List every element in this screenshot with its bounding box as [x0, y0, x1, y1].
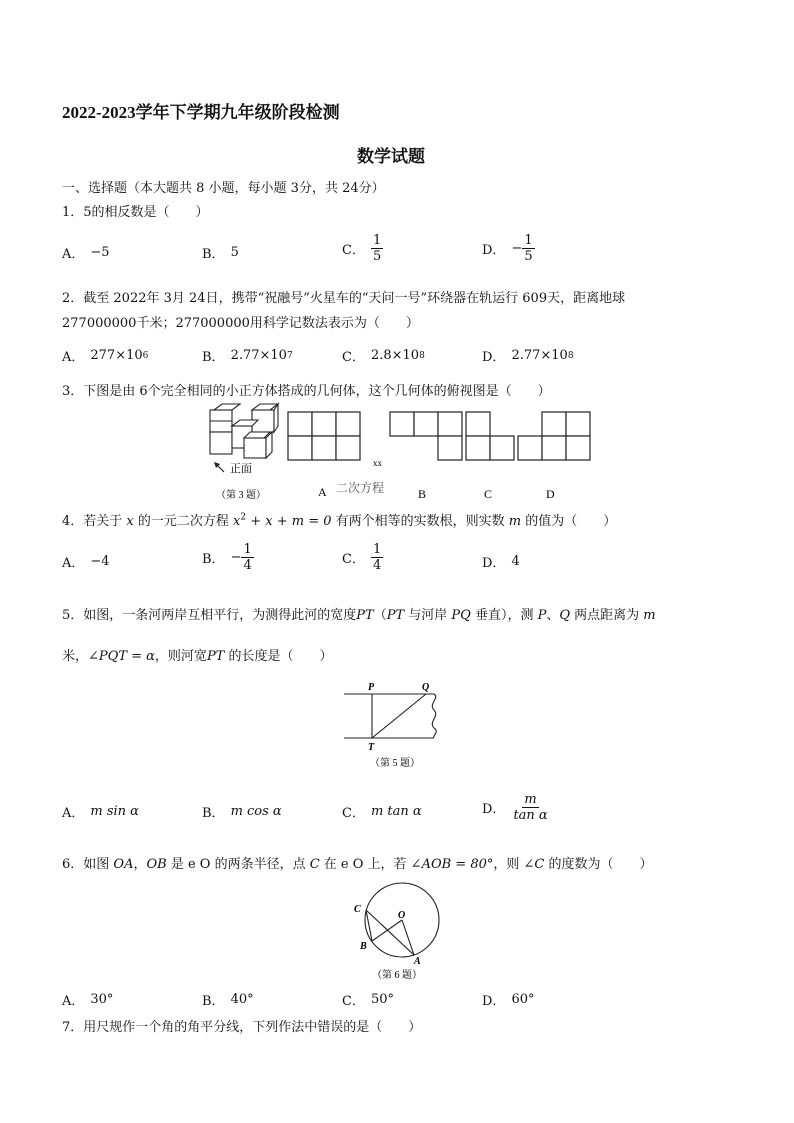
q2-option-d — [482, 346, 574, 365]
q6-option-d — [482, 990, 534, 1009]
q5-option-d-fraction — [511, 792, 549, 823]
q4-option-a-label: A． — [62, 556, 85, 571]
q4-option-d-value: 4 — [511, 554, 520, 569]
q6-option-d-value: 60° — [511, 992, 535, 1007]
q5-option-a-label: A． — [62, 806, 85, 821]
q5-option-d-label: D． — [482, 802, 506, 817]
q5-river-diagram — [344, 694, 436, 738]
q4-var-m: m — [508, 514, 522, 529]
q6-option-c-value: 50° — [370, 992, 394, 1007]
q2-option-a-base: 277×10 — [90, 348, 143, 363]
q5-line2-mid: ，则河宽 — [154, 649, 207, 664]
q5-d-denominator: tan α — [513, 808, 548, 823]
q4-option-d — [482, 552, 520, 571]
q5-angle: ∠PQT = α — [88, 649, 155, 664]
q4-eq-rest: + x + m = 0 — [246, 514, 332, 529]
q6-oa: OA — [113, 857, 134, 872]
q1-option-c-fraction — [371, 233, 383, 264]
q4-option-c-fraction — [371, 542, 383, 573]
q4-option-b-fraction — [241, 542, 253, 573]
q2-option-a-label: A． — [62, 350, 85, 365]
q1-option-a-value: −5 — [90, 245, 110, 260]
q5-line2-end: 的长度是（ ） — [224, 649, 333, 664]
q1-option-c — [342, 233, 383, 264]
q2-option-d-label: D． — [482, 350, 506, 365]
q1-option-a-label: A． — [62, 247, 85, 262]
q5-line1-mid2: 与河岸 — [404, 608, 452, 623]
q5-option-c-value: m tan α — [370, 804, 422, 819]
question-4-stem — [62, 510, 616, 529]
q6-option-b-value: 40° — [230, 992, 254, 1007]
q6-point-c: C — [354, 904, 361, 915]
q5-option-b-label: B． — [202, 806, 225, 821]
q1-option-b-value: 5 — [230, 245, 239, 260]
q3-figure — [200, 400, 595, 504]
q6-option-b — [202, 990, 254, 1009]
q3-front-label: 正面 — [230, 463, 252, 475]
q3-option-b-grid — [390, 412, 462, 460]
q5-pt-2: PT — [386, 608, 405, 623]
q2-option-c-label: C． — [342, 350, 365, 365]
q4-stem-pre: 4．若关于 — [62, 514, 127, 529]
q3-option-a-grid — [288, 412, 360, 460]
q5-option-c-label: C． — [342, 806, 365, 821]
q4-option-a-value: −4 — [90, 554, 110, 569]
q5-m: m — [643, 608, 656, 623]
q6-stem-pre: 6．如图 — [62, 857, 114, 872]
q6-point-b: B — [360, 941, 367, 952]
q2-option-a — [62, 346, 148, 365]
q6-point-o: O — [398, 910, 406, 921]
q5-line1-mid: （ — [373, 608, 387, 623]
q5-figure — [340, 678, 455, 770]
q1-option-b — [202, 243, 239, 262]
q4-option-c — [342, 542, 383, 573]
q2-option-b-exp: 7 — [286, 350, 293, 361]
question-2-line1: 2．截至 2022年 3月 24日，携带“祝融号”火星车的“天问一号”环绕器在轨运行 609天，距离地球 — [62, 291, 626, 306]
q6-option-a — [62, 990, 113, 1009]
q5-option-c — [342, 802, 422, 821]
q1-d-denominator: 5 — [524, 249, 533, 264]
q1-option-c-label: C． — [342, 243, 365, 258]
q6-stem-end: 的度数为（ ） — [544, 857, 653, 872]
q4-c-denominator: 4 — [372, 558, 382, 573]
q1-option-d-fraction — [522, 233, 534, 264]
q2-option-b-base: 2.77×10 — [230, 348, 287, 363]
q6-figure — [348, 880, 448, 984]
q4-option-b — [202, 542, 254, 573]
exam-subtitle: 数学试题 — [357, 147, 425, 166]
question-5-line1 — [62, 604, 656, 623]
q3-option-c-label: C — [484, 487, 493, 501]
q5-point-p: P — [368, 682, 375, 693]
q4-b-denominator: 4 — [243, 558, 252, 573]
q6-option-c-label: C． — [342, 994, 365, 1009]
q1-option-d-label: D． — [482, 243, 506, 258]
q3-option-d-label: D — [546, 487, 555, 501]
question-2-line2: 277000000千米；277000000用科学记数法表示为（ ） — [62, 316, 419, 331]
q6-stem-mid4: 上，若 — [363, 857, 411, 872]
q2-option-a-exp: 6 — [142, 350, 149, 361]
q5-line1-mid3: 垂直），测 — [470, 608, 538, 623]
q6-caption: （第 6 题） — [372, 970, 422, 981]
q4-eq-x: x — [233, 514, 241, 529]
q5-caption: （第 5 题） — [370, 758, 420, 769]
q3-front-arrow-icon — [214, 462, 224, 472]
q5-option-b — [202, 802, 282, 821]
q4-option-b-label: B． — [202, 552, 225, 567]
q2-option-b — [202, 346, 293, 365]
q5-option-b-value: m cos α — [230, 804, 282, 819]
q5-option-a-value: m sin α — [90, 804, 139, 819]
question-6-stem — [62, 853, 653, 872]
q3-xx-mark: xx — [373, 458, 382, 468]
q1-c-numerator: 1 — [372, 233, 382, 248]
q5-pq: PQ — [451, 608, 471, 623]
q2-option-c-base: 2.8×10 — [370, 348, 420, 363]
q4-option-a — [62, 552, 110, 571]
q2-option-c — [342, 346, 425, 365]
q5-line1-end: 两点距离为 — [570, 608, 644, 623]
q6-option-c — [342, 990, 394, 1009]
q1-c-denominator: 5 — [372, 249, 382, 264]
q4-stem-mid: 的一元二次方程 — [133, 514, 234, 529]
question-3-stem: 3．下图是由 6个完全相同的小正方体搭成的几何体，这个几何体的俯视图是（ ） — [62, 384, 551, 399]
q6-stem-mid5: ，则 — [493, 857, 524, 872]
q5-option-a — [62, 802, 139, 821]
q6-stem-mid2: 的两条半径，点 — [210, 857, 310, 872]
q1-option-b-label: B． — [202, 247, 225, 262]
q4-eq-sup: 2 — [240, 512, 247, 523]
q6-circle-o: e O — [187, 857, 211, 872]
q5-option-d — [482, 792, 550, 823]
q5-d-numerator: m — [524, 792, 537, 807]
q4-stem-end: 的值为（ ） — [521, 514, 617, 529]
q6-option-d-label: D． — [482, 994, 506, 1009]
q1-option-a — [62, 243, 110, 262]
q4-option-c-label: C． — [342, 552, 365, 567]
q5-line1-pre: 5．如图，一条河两岸互相平行，为测得此河的宽度 — [62, 608, 357, 623]
q3-watermark: 二次方程 — [336, 481, 385, 495]
q6-option-a-label: A． — [62, 994, 85, 1009]
q3-option-b-label: B — [418, 487, 427, 501]
question-5-line2 — [62, 645, 333, 664]
q5-line1-mid4: 、 — [546, 608, 560, 623]
q2-option-d-exp: 8 — [567, 350, 574, 361]
section-heading: 一、选择题（本大题共 8 小题，每小题 3分，共 24分） — [62, 181, 385, 196]
q1-d-sign: − — [511, 241, 523, 256]
q6-option-b-label: B． — [202, 994, 225, 1009]
q3-option-c-grid — [466, 412, 514, 460]
q6-angle-aob: ∠AOB = 80° — [410, 857, 494, 872]
q6-stem-mid: 是 — [166, 857, 188, 872]
q1-option-d — [482, 233, 535, 264]
q5-pt-3: PT — [206, 649, 225, 664]
q3-cube-structure — [210, 404, 278, 458]
q6-sep: ， — [133, 857, 147, 872]
q5-line2-pre: 米， — [62, 649, 89, 664]
q4-var-x: x — [126, 514, 134, 529]
q6-ob: OB — [146, 857, 167, 872]
q3-caption: （第 3 题） — [216, 490, 266, 501]
q2-option-c-exp: 8 — [419, 350, 425, 361]
q3-option-d-grid — [518, 412, 590, 460]
q2-option-b-label: B． — [202, 350, 225, 365]
q5-pt-1: PT — [356, 608, 374, 623]
q3-option-a-label: A — [318, 485, 327, 499]
q6-option-a-value: 30° — [90, 992, 114, 1007]
q5-q: Q — [559, 608, 571, 623]
exam-title: 2022-2023学年下学期九年级阶段检测 — [62, 103, 340, 122]
q4-stem-post: 有两个相等的实数根，则实数 — [331, 514, 509, 529]
q6-angle-c: ∠C — [523, 857, 545, 872]
q6-c: C — [309, 857, 320, 872]
q5-point-t: T — [368, 742, 375, 753]
question-7-stem: 7．用尺规作一个角的角平分线，下列作法中错误的是（ ） — [62, 1020, 422, 1035]
q4-option-d-label: D． — [482, 556, 506, 571]
question-1-stem: 1．5的相反数是（ ） — [62, 205, 209, 220]
q2-option-d-base: 2.77×10 — [511, 348, 568, 363]
q6-point-a: A — [414, 956, 421, 967]
q4-b-numerator: 1 — [243, 542, 252, 557]
q5-p: P — [537, 608, 547, 623]
q5-point-q: Q — [422, 682, 430, 693]
q4-c-numerator: 1 — [372, 542, 382, 557]
q6-stem-mid3: 在 — [319, 857, 341, 872]
q1-d-numerator: 1 — [524, 233, 533, 248]
q6-circle-o2: e O — [340, 857, 364, 872]
q4-b-sign: − — [230, 550, 242, 565]
